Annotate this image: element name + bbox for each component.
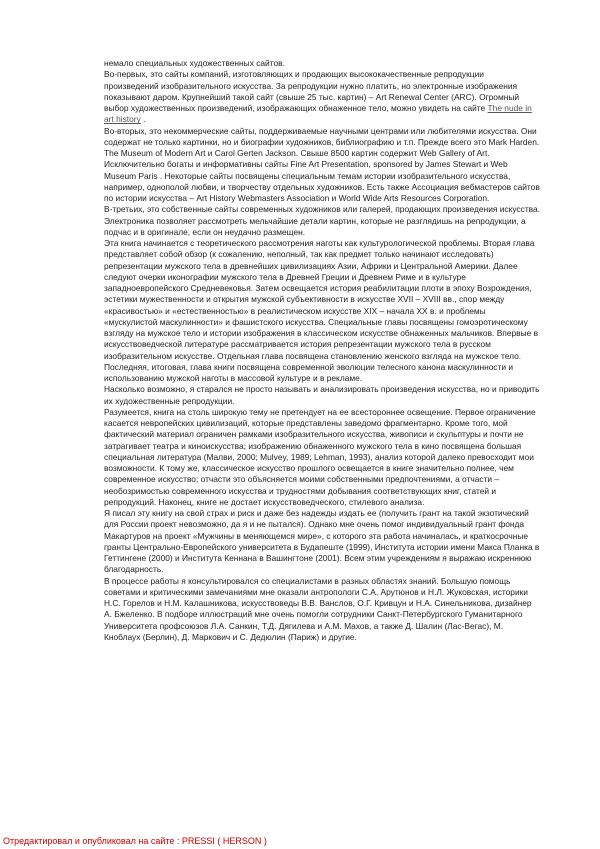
footer-credit: Отредактировал и опубликовал на сайте : PRESSI ( HERSON )	[3, 836, 267, 846]
paragraph: В процессе работы я консультировался со специалистами в разных областях знаний. Большую помощь советами и критическими замечаниями мне оказали антропологи С.А. Арутюнов и Н.Л. Жуковская, историки Н.С. Горелов и Н.М. Калашникова, искусствоведы В.В. Ванслов, О.Г. Кривцун и Н.А. Синельникова, дизайнер А. Бжеленко. В подборе иллюстраций мне очень помогли сотрудники Санкт-Петербургского Гуманитарного Университета профсоюзов Л.А. Санкин, Т.Д. Дягилева и А.М. Махов, а также Д. Шалин (Лас-Вегас), М. Кноблаух (Берлин), Д. Маркович и С. Дедюлин (Париж) и другие.	[104, 575, 532, 642]
paragraph-text: Во-первых, это сайты компаний, изготовляющих и продающих высококачественные репродукции произведений изобразительного искусства. За репродукции нужно платить, но электронные изображения показывают даром. Крупнейший такой сайт (свыше 25 тыс. картин) – Art Renewal Center (ARC). Огромный выбор художественных произведений, изображающих обнаженное тело, можно увидеть на сайте	[104, 69, 520, 113]
paragraph: Электроника позволяет рассмотреть мельчайшие детали картин, которые не разглядишь на репродукции, а подчас и в оригинале, если он неудачно размещен.	[104, 215, 526, 237]
document-body	[104, 58, 540, 643]
paragraph: немало специальных художественных сайтов.	[104, 58, 285, 68]
paragraph: Во-вторых, это некоммерческие сайты, поддерживаемые научными центрами или любителями искусства. Они содержат не только картинки, но и биографии художников, библиографию и т.п. Прежде всего это Mark Harden. The Museum of Modern Art и Carol Gerten Jackson. Свыше 8500 картин содержит Web Gallery of Art. Исключительно богаты и информативны сайты Fine Art Presentation, sponsored by James Stewart и Web Museum Paris . Некоторые сайты посвящены специальным темам истории изобразительного искусства, например, однополой любви, и творчеству отдельных художников. Есть также Ассоциация вебмастеров сайтов по истории искусства – Art History Webmasters Association и World Wide Arts Resources Corporation.	[104, 125, 540, 203]
nude-in-art-history-link[interactable]: The nude in art history	[104, 103, 532, 125]
paragraph: В-третьих, это собственные сайты современных художников или галерей, продающих произведения искусства.	[104, 204, 541, 215]
paragraph: Разумеется, книга на столь широкую тему не претендует на ее всестороннее освещение. Первое ограничение касается невропейских цивилизаций, которые представлены заведомо фрагментарно. Кроме того, мой фактический материал ограничен рамками изобразительного искусства, живописи и скульптуры и почти не затрагивает театра и киноискусства; изображению обнаженного мужского тела в кино посвящена большая специальная литература (Малви, 2000; Mulvey, 1989; Lehman, 1993), анализ которой далеко превосходит мои возможности. К тому же, классическое искусство прошлого освещается в книге значительно полнее, чем современное искусство; отчасти это объясняется моими собственными предпочтениями, а отчасти – необозримостью современного искусства и трудностями добывания соответствующих книг, статей и репродукций. Наконец, книге не достает искусствоведческого, стилевого анализа.	[104, 406, 536, 507]
paragraph: Эта книга начинается с теоретического рассмотрения наготы как культурологической проблемы. Вторая глава представляет собой обзор (к сожалению, неполный, так как предмет только начинают исследовать) репрезентации мужского тела в древнейших цивилизациях Азии, Африки и Центральной Америки. Далее следуют очерки иконографии мужского тела в Древней Греции и Древнем Риме и в культуре западноевропейского Средневековья. Затем освещается история реабилитации плоти в эпоху Возрождения, эстетики мужественности и открытия мужской субъективности в искусстве XVII – XVIII вв., спор между «красивостью» и «естественностью» в реалистическом искусстве XIX – начала XX в. и проблемы «мускулистой маскулинности» и фашистского искусства. Специальные главы посвящены гомоэротическому взгляду на мужское тело и истории изображения в классическом искусстве обнаженных мальчиков. Впервые в искусствоведческой литературе рассматривается история репрезентации мужского тела в русском изобразительном искусстве. Отдельная глава посвящена становлению женского взгляда на мужское тело. Последняя, итоговая, глава книги посвящена современной эволюции телесного канона маскулинности и использованию мужской наготы в массовой культуре и в рекламе.	[104, 238, 539, 383]
paragraph-text: .	[140, 114, 146, 125]
paragraph: Я писал эту книгу на свой страх и риск и даже без надежды издать ее (получить грант на такой экзотический для России проект невозможно, да я и не пытался). Однако мне очень помог индивидуальный грант фонда Макартуров на проект «Мужчины в меняющемся мире», с которого эта работа начиналась, и краткосрочные гранты Центрально-Европейского университета в Будапеште (1999), Института истории имени Макса Планка в Геттингене (2000) и Института Кеннана в Вашингтоне (2001). Всем этим учреждениям я выражаю искреннюю благодарность.	[104, 508, 540, 575]
paragraph	[104, 69, 540, 125]
paragraph: Насколько возможно, я старался не просто называть и анализировать произведения искусства, но и приводить их художественные репродукции.	[104, 384, 540, 406]
